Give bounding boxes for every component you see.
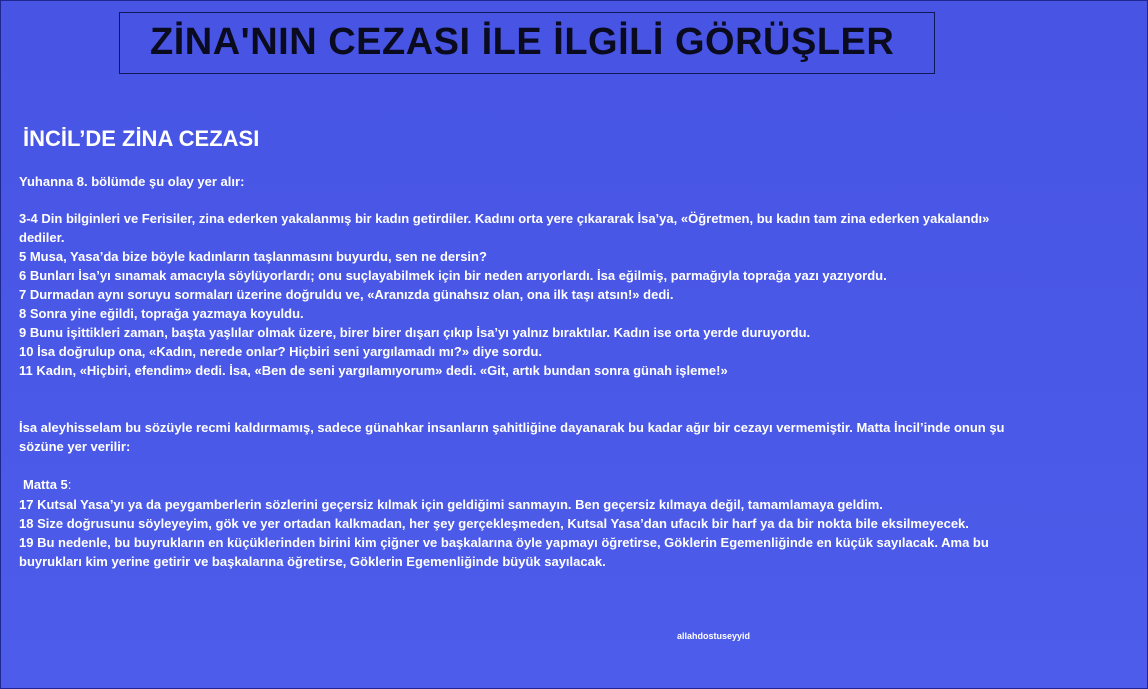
verse-line: 17 Kutsal Yasa’yı ya da peygamberlerin sözlerini geçersiz kılmak için geldiğimi sanmayın. Ben geçersiz kılmaya değil, tamamlamaya geldim. — [19, 497, 883, 512]
verse-line: 10 İsa doğrulup ona, «Kadın, nerede onlar? Hiçbiri seni yargılamadı mı?» diye sordu. — [19, 344, 543, 359]
matthew-heading — [23, 476, 71, 494]
matthew-heading-colon: : — [67, 477, 72, 492]
verse-line: 8 Sonra yine eğildi, toprağa yazmaya koyuldu. — [19, 306, 304, 321]
verse-line: 19 Bu nedenle, bu buyrukların en küçüklerinden birini kim çiğner ve başkalarına öyle yapmayı öğretirse, Göklerin Egemenliğinde en küçük sayılacak. Ama bu — [19, 535, 989, 550]
commentary-line: İsa aleyhisselam bu sözüyle recmi kaldırmamış, sadece günahkar insanların şahitliğine dayanarak bu kadar ağır bir cezayı vermemiştir. Matta İncil’inde onun şu — [19, 420, 1005, 435]
verse-line: 3-4 Din bilginleri ve Ferisiler, zina ederken yakalanmış bir kadın getirdiler. Kadını orta yere çıkararak İsa’ya, «Öğretmen, bu kadın tam zina ederken yakalandı» — [19, 211, 990, 226]
verse-line: 11 Kadın, «Hiçbiri, efendim» dedi. İsa, «Ben de seni yargılamıyorum» dedi. «Git, artık bundan sonra günah işleme!» — [19, 363, 728, 378]
commentary-line: sözüne yer verilir: — [19, 439, 131, 454]
signature: allahdostuseyyid — [677, 631, 751, 641]
title-box — [119, 12, 935, 74]
verse-line: 6 Bunları İsa’yı sınamak amacıyla söylüyorlardı; onu suçlayabilmek için bir neden arıyorlardı. İsa eğilmiş, parmağıyla toprağa yazı yazıyordu. — [19, 268, 887, 283]
page-title: ZİNA'NIN CEZASI İLE İLGİLİ GÖRÜŞLER — [150, 21, 895, 63]
verse-line: 5 Musa, Yasa’da bize böyle kadınların taşlanmasını buyurdu, sen ne dersin? — [19, 249, 487, 264]
verse-line: 9 Bunu işittikleri zaman, başta yaşlılar olmak üzere, birer birer dışarı çıkıp İsa’yı yalnız bıraktılar. Kadın ise orta yerde duruyordu. — [19, 325, 811, 340]
matthew-heading-label: Matta 5 — [23, 477, 68, 492]
section-heading: İNCİL’DE ZİNA CEZASI — [23, 126, 260, 151]
verse-line: 7 Durmadan aynı soruyu sormaları üzerine doğruldu ve, «Aranızda günahsız olan, ona ilk taşı atsın!» dedi. — [19, 287, 674, 302]
intro-text: Yuhanna 8. bölümde şu olay yer alır: — [19, 174, 245, 189]
verse-line: 18 Size doğrusunu söyleyeyim, gök ve yer ortadan kalkmadan, her şey gerçekleşmeden, Kutsal Yasa’dan ufacık bir harf ya da bir nokta bile eksilmeyecek. — [19, 516, 969, 531]
verse-line: buyrukları kim yerine getirir ve başkalarına öğretirse, Göklerin Egemenliğinde büyük sayılacak. — [19, 554, 606, 569]
verse-line: dediler. — [19, 230, 65, 245]
